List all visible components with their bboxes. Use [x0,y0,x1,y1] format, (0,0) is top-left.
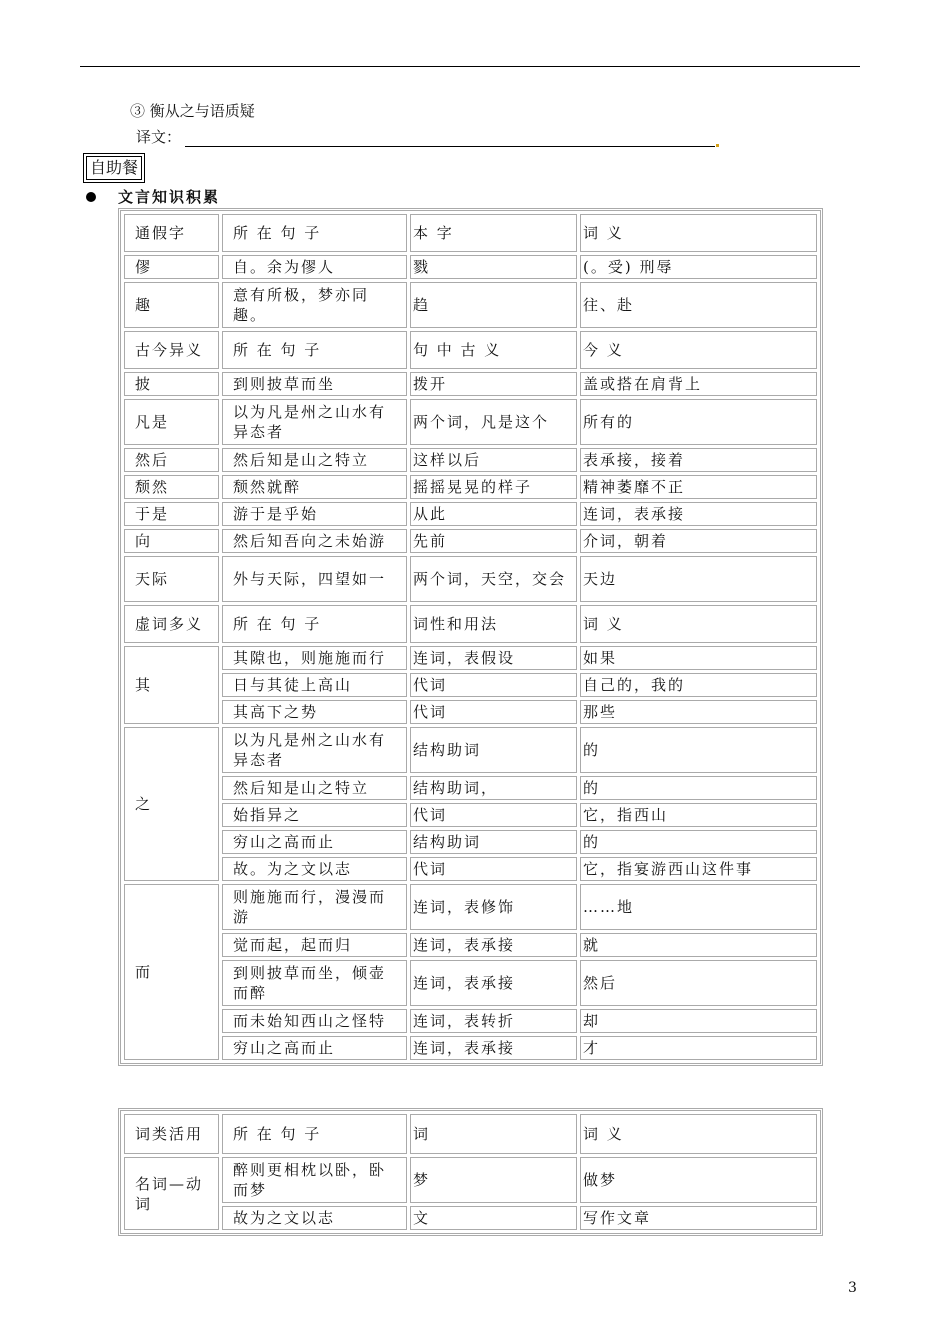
sentence-cell: 然后知是山之特立 [222,448,407,472]
modern-meaning-cell: 表承接，接着 [580,448,817,472]
word-cell: 趣 [124,282,219,328]
sentence-cell: 然后知吾向之未始游 [222,529,407,553]
sentence-cell: 其高下之势 [222,700,407,724]
meaning-cell: 的 [580,727,817,773]
table-row [124,282,817,328]
answer-blank[interactable] [185,132,715,147]
sentence-cell: 故为之文以志 [222,1206,407,1230]
header-cell: 所 在 句 子 [222,331,407,369]
sentence-cell: 外与天际，四望如一 [222,556,407,602]
section-heading [86,186,220,207]
table-row [124,700,817,724]
meaning-cell: 然后 [580,960,817,1006]
meaning-cell: 它，指宴游西山这件事 [580,857,817,881]
sentence-cell: 意有所极，梦亦同趣。 [222,282,407,328]
ancient-meaning-cell: 两个词，凡是这个 [410,399,577,445]
usage-cell: 结构助词 [410,830,577,854]
word-class-table [118,1108,823,1236]
header-cell: 所 在 句 子 [222,214,407,252]
meaning-cell: 往、赴 [580,282,817,328]
sentence-cell: 自。余为僇人 [222,255,407,279]
ancient-meaning-cell: 先前 [410,529,577,553]
meaning-cell: 自己的，我的 [580,673,817,697]
table-row [124,475,817,499]
modern-meaning-cell: 所有的 [580,399,817,445]
table-row [124,857,817,881]
modern-meaning-cell: 介词，朝着 [580,529,817,553]
usage-cell: 连词，表承接 [410,1036,577,1060]
meaning-cell: 的 [580,830,817,854]
modern-meaning-cell: 连词，表承接 [580,502,817,526]
table-header-row [124,605,817,643]
word-cell: 而 [124,884,219,1060]
meaning-cell: 才 [580,1036,817,1060]
word-cell: 之 [124,727,219,881]
table-row [124,830,817,854]
word-cell: 然后 [124,448,219,472]
modern-meaning-cell: 精神萎靡不正 [580,475,817,499]
table-row [124,673,817,697]
question-3: ③ 衡从之与语质疑 [130,102,255,120]
modern-meaning-cell: 天边 [580,556,817,602]
sentence-cell: 然后知是山之特立 [222,776,407,800]
meaning-cell: 的 [580,776,817,800]
header-cell: 所 在 句 子 [222,605,407,643]
table-header-row [124,1114,817,1154]
header-cell: 句 中 古 义 [410,331,577,369]
table-row [124,372,817,396]
sentence-cell: 故。为之文以志 [222,857,407,881]
usage-cell: 连词，表转折 [410,1009,577,1033]
sentence-cell: 穷山之高而止 [222,830,407,854]
table-row [124,803,817,827]
box-label: 自助餐 [86,156,142,180]
word-class-cell: 名词—动词 [124,1157,219,1230]
char-cell: 戮 [410,255,577,279]
header-cell: 词 义 [580,1114,817,1154]
sentence-cell: 醉则更相枕以卧，卧而梦 [222,1157,407,1203]
usage-cell: 连词，表承接 [410,960,577,1006]
ancient-meaning-cell: 摇摇晃晃的样子 [410,475,577,499]
table-header-row [124,214,817,252]
modern-meaning-cell: 盖或搭在肩背上 [580,372,817,396]
meaning-cell: 那些 [580,700,817,724]
usage-cell: 代词 [410,673,577,697]
table-header-row [124,331,817,369]
sentence-cell: 到则披草而坐 [222,372,407,396]
table-row [124,556,817,602]
meaning-cell: (。受) 刑辱 [580,255,817,279]
blank-dot [716,144,719,147]
meaning-cell: 它，指西山 [580,803,817,827]
meaning-cell: 如果 [580,646,817,670]
bullet-icon [86,192,96,202]
header-cell: 词类活用 [124,1114,219,1154]
table-row [124,1036,817,1060]
table-row [124,502,817,526]
meaning-cell: 做梦 [580,1157,817,1203]
header-cell: 词 [410,1114,577,1154]
header-cell: 通假字 [124,214,219,252]
sentence-cell: 觉而起，起而归 [222,933,407,957]
header-cell: 虚词多义 [124,605,219,643]
table-row [124,884,817,930]
header-cell: 古今异义 [124,331,219,369]
meaning-cell: ……地 [580,884,817,930]
usage-cell: 连词，表假设 [410,646,577,670]
ancient-meaning-cell: 从此 [410,502,577,526]
sentence-cell: 以为凡是州之山水有异态者 [222,727,407,773]
header-cell: 词性和用法 [410,605,577,643]
sentence-cell: 颓然就醉 [222,475,407,499]
sentence-cell: 始指异之 [222,803,407,827]
section-title: 文言知识积累 [118,188,221,206]
table-row [124,399,817,445]
table-row [124,646,817,670]
word-cell: 天际 [124,556,219,602]
usage-cell: 结构助词， [410,776,577,800]
page-number: 3 [848,1280,857,1296]
word-cell: 其 [124,646,219,724]
table-row [124,1157,817,1203]
table-row [124,1009,817,1033]
word-cell: 向 [124,529,219,553]
sentence-cell: 到则披草而坐，倾壶而醉 [222,960,407,1006]
translation-label: 译文： [136,128,182,146]
table-row [124,776,817,800]
translation-line [136,126,719,147]
usage-cell: 连词，表承接 [410,933,577,957]
table-row [124,727,817,773]
word-cell: 颓然 [124,475,219,499]
meaning-cell: 写作文章 [580,1206,817,1230]
header-rule [80,66,860,67]
ancient-meaning-cell: 两个词，天空，交会 [410,556,577,602]
header-cell: 本 字 [410,214,577,252]
sentence-cell: 则施施而行，漫漫而游 [222,884,407,930]
header-cell: 词 义 [580,214,817,252]
sentence-cell: 日与其徒上高山 [222,673,407,697]
table-row [124,255,817,279]
sentence-cell: 而未始知西山之怪特 [222,1009,407,1033]
usage-cell: 代词 [410,700,577,724]
header-cell: 所 在 句 子 [222,1114,407,1154]
word-cell: 僇 [124,255,219,279]
char-cell: 趋 [410,282,577,328]
meaning-cell: 就 [580,933,817,957]
word-cell: 于是 [124,502,219,526]
usage-cell: 连词，表修饰 [410,884,577,930]
usage-cell: 结构助词 [410,727,577,773]
word-cell: 梦 [410,1157,577,1203]
table-row [124,960,817,1006]
table-row [124,448,817,472]
sentence-cell: 穷山之高而止 [222,1036,407,1060]
knowledge-table [118,208,823,1066]
header-cell: 今 义 [580,331,817,369]
header-cell: 词 义 [580,605,817,643]
meaning-cell: 却 [580,1009,817,1033]
table-row [124,529,817,553]
ancient-meaning-cell: 拨开 [410,372,577,396]
table-row [124,933,817,957]
table-row [124,1206,817,1230]
word-cell: 文 [410,1206,577,1230]
word-cell: 披 [124,372,219,396]
sentence-cell: 游于是乎始 [222,502,407,526]
sentence-cell: 其隙也，则施施而行 [222,646,407,670]
usage-cell: 代词 [410,803,577,827]
sentence-cell: 以为凡是州之山水有异态者 [222,399,407,445]
usage-cell: 代词 [410,857,577,881]
word-cell: 凡是 [124,399,219,445]
ancient-meaning-cell: 这样以后 [410,448,577,472]
